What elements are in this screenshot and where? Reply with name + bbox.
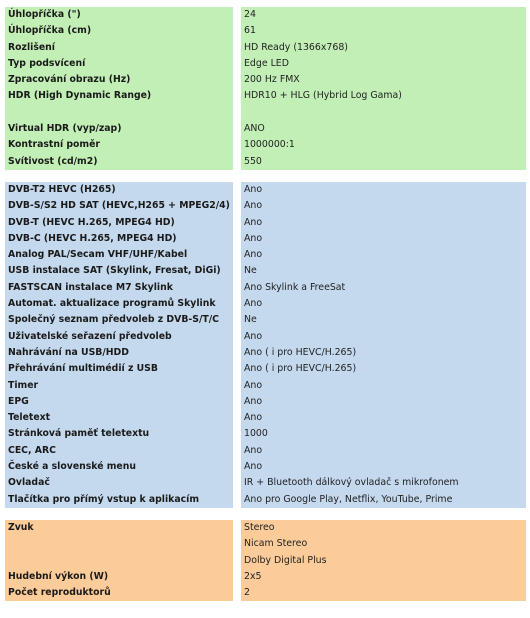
column-gap (233, 72, 241, 88)
column-gap (233, 247, 241, 263)
column-gap (233, 492, 241, 508)
spec-row-tuner (5, 475, 526, 491)
spec-row-tuner (5, 459, 526, 475)
spec-value (241, 105, 526, 121)
column-gap (233, 569, 241, 585)
column-gap (233, 280, 241, 296)
column-gap (233, 198, 241, 214)
spec-label: DVB-C (HEVC H.265, MPEG4 HD) (5, 231, 233, 247)
spec-value: Ano (241, 231, 526, 247)
spec-row-tuner (5, 296, 526, 312)
column-gap (233, 585, 241, 601)
spec-value: HDR10 + HLG (Hybrid Log Gama) (241, 88, 526, 104)
spec-value: 550 (241, 154, 526, 170)
spec-row-tuner (5, 426, 526, 442)
spec-label: EPG (5, 394, 233, 410)
spec-value: HD Ready (1366x768) (241, 40, 526, 56)
spec-label: Tlačítka pro přímý vstup k aplikacím (5, 492, 233, 508)
spec-label: Timer (5, 378, 233, 394)
column-gap (233, 312, 241, 328)
column-gap (233, 378, 241, 394)
spec-label: Nahrávání na USB/HDD (5, 345, 233, 361)
spec-label: Zpracování obrazu (Hz) (5, 72, 233, 88)
spec-value: 2 (241, 585, 526, 601)
column-gap (233, 56, 241, 72)
spec-value: Ano (241, 182, 526, 198)
spacer-cell (5, 508, 233, 520)
spec-row-display (5, 105, 526, 121)
spec-table-body (5, 7, 526, 601)
spec-value: Ano (241, 198, 526, 214)
spec-value: Ano (241, 247, 526, 263)
spec-value: Edge LED (241, 56, 526, 72)
spacer-cell (233, 508, 241, 520)
spec-row-display (5, 7, 526, 23)
spec-row-display (5, 40, 526, 56)
spec-row-tuner (5, 247, 526, 263)
column-gap (233, 154, 241, 170)
spec-value: Stereo (241, 520, 526, 536)
spec-row-audio (5, 520, 526, 536)
spec-row-display (5, 56, 526, 72)
spec-label: Teletext (5, 410, 233, 426)
spec-value: 24 (241, 7, 526, 23)
column-gap (233, 361, 241, 377)
column-gap (233, 410, 241, 426)
spec-label: Rozlišení (5, 40, 233, 56)
spec-row-tuner (5, 198, 526, 214)
spec-label: Kontrastní poměr (5, 137, 233, 153)
spec-row-audio (5, 569, 526, 585)
spec-label: Automat. aktualizace programů Skylink (5, 296, 233, 312)
spec-label: Analog PAL/Secam VHF/UHF/Kabel (5, 247, 233, 263)
column-gap (233, 7, 241, 23)
column-gap (233, 459, 241, 475)
spec-value: 2x5 (241, 569, 526, 585)
spacer-cell (5, 170, 233, 182)
section-spacer (5, 170, 526, 182)
spec-row-tuner (5, 394, 526, 410)
spec-value: 61 (241, 23, 526, 39)
spec-value: Ne (241, 312, 526, 328)
column-gap (233, 182, 241, 198)
spec-row-tuner (5, 361, 526, 377)
spec-row-tuner (5, 312, 526, 328)
column-gap (233, 231, 241, 247)
column-gap (233, 329, 241, 345)
spec-value: Ano (241, 296, 526, 312)
spec-value: 200 Hz FMX (241, 72, 526, 88)
spec-value: Ano (241, 378, 526, 394)
spec-row-tuner (5, 345, 526, 361)
spec-label: Úhlopříčka (cm) (5, 23, 233, 39)
spec-row-display (5, 154, 526, 170)
spec-label: Virtual HDR (vyp/zap) (5, 121, 233, 137)
spec-label (5, 553, 233, 569)
spec-label: Přehrávání multimédií z USB (5, 361, 233, 377)
column-gap (233, 520, 241, 536)
column-gap (233, 475, 241, 491)
spec-row-tuner (5, 263, 526, 279)
spec-table (5, 7, 526, 601)
spec-label: DVB-S/S2 HD SAT (HEVC,H265 + MPEG2/4) (5, 198, 233, 214)
spec-value: Ano (241, 459, 526, 475)
spec-value: 1000 (241, 426, 526, 442)
spec-value: Ano pro Google Play, Netflix, YouTube, Prime (241, 492, 526, 508)
spec-value: ANO (241, 121, 526, 137)
spec-label: České a slovenské menu (5, 459, 233, 475)
spec-label: USB instalace SAT (Skylink, Fresat, DiGi) (5, 263, 233, 279)
spec-row-tuner (5, 231, 526, 247)
spec-label: FASTSCAN instalace M7 Skylink (5, 280, 233, 296)
spec-label: Společný seznam předvoleb z DVB-S/T/C (5, 312, 233, 328)
column-gap (233, 23, 241, 39)
column-gap (233, 426, 241, 442)
column-gap (233, 88, 241, 104)
spec-row-audio (5, 585, 526, 601)
spec-row-audio (5, 536, 526, 552)
spec-value: Ano (241, 329, 526, 345)
spec-label: Úhlopříčka (") (5, 7, 233, 23)
spec-value: Ano (241, 394, 526, 410)
spec-label: Zvuk (5, 520, 233, 536)
spacer-cell (241, 508, 526, 520)
spec-label: Stránková paměť teletextu (5, 426, 233, 442)
spec-value: 1000000:1 (241, 137, 526, 153)
spec-label: Svítivost (cd/m2) (5, 154, 233, 170)
spec-row-tuner (5, 492, 526, 508)
spec-label: CEC, ARC (5, 443, 233, 459)
spec-label: HDR (High Dynamic Range) (5, 88, 233, 104)
spec-row-tuner (5, 378, 526, 394)
spec-value: Ano (241, 410, 526, 426)
spec-value: Dolby Digital Plus (241, 553, 526, 569)
spec-row-tuner (5, 329, 526, 345)
column-gap (233, 40, 241, 56)
column-gap (233, 263, 241, 279)
spec-row-display (5, 88, 526, 104)
spec-row-display (5, 121, 526, 137)
spec-row-audio (5, 553, 526, 569)
spec-label (5, 105, 233, 121)
spec-value: IR + Bluetooth dálkový ovladač s mikrofonem (241, 475, 526, 491)
spec-label: DVB-T2 HEVC (H265) (5, 182, 233, 198)
spec-label: Uživatelské seřazení předvoleb (5, 329, 233, 345)
spacer-cell (233, 170, 241, 182)
spec-row-display (5, 23, 526, 39)
spec-row-tuner (5, 182, 526, 198)
spec-label (5, 536, 233, 552)
spec-label: Počet reproduktorů (5, 585, 233, 601)
spec-value: Ano ( i pro HEVC/H.265) (241, 361, 526, 377)
spec-label: Typ podsvícení (5, 56, 233, 72)
column-gap (233, 137, 241, 153)
section-spacer (5, 508, 526, 520)
column-gap (233, 345, 241, 361)
spec-value: Ano (241, 443, 526, 459)
spec-row-display (5, 137, 526, 153)
spec-label: Ovladač (5, 475, 233, 491)
spacer-cell (241, 170, 526, 182)
spec-value: Ano ( i pro HEVC/H.265) (241, 345, 526, 361)
spec-value: Ano Skylink a FreeSat (241, 280, 526, 296)
spec-label: DVB-T (HEVC H.265, MPEG4 HD) (5, 215, 233, 231)
column-gap (233, 121, 241, 137)
column-gap (233, 394, 241, 410)
spec-row-tuner (5, 410, 526, 426)
column-gap (233, 443, 241, 459)
spec-row-tuner (5, 215, 526, 231)
spec-value: Nicam Stereo (241, 536, 526, 552)
spec-value: Ne (241, 263, 526, 279)
column-gap (233, 553, 241, 569)
column-gap (233, 536, 241, 552)
column-gap (233, 105, 241, 121)
column-gap (233, 296, 241, 312)
column-gap (233, 215, 241, 231)
spec-row-tuner (5, 280, 526, 296)
spec-label: Hudební výkon (W) (5, 569, 233, 585)
spec-row-display (5, 72, 526, 88)
spec-row-tuner (5, 443, 526, 459)
spec-value: Ano (241, 215, 526, 231)
